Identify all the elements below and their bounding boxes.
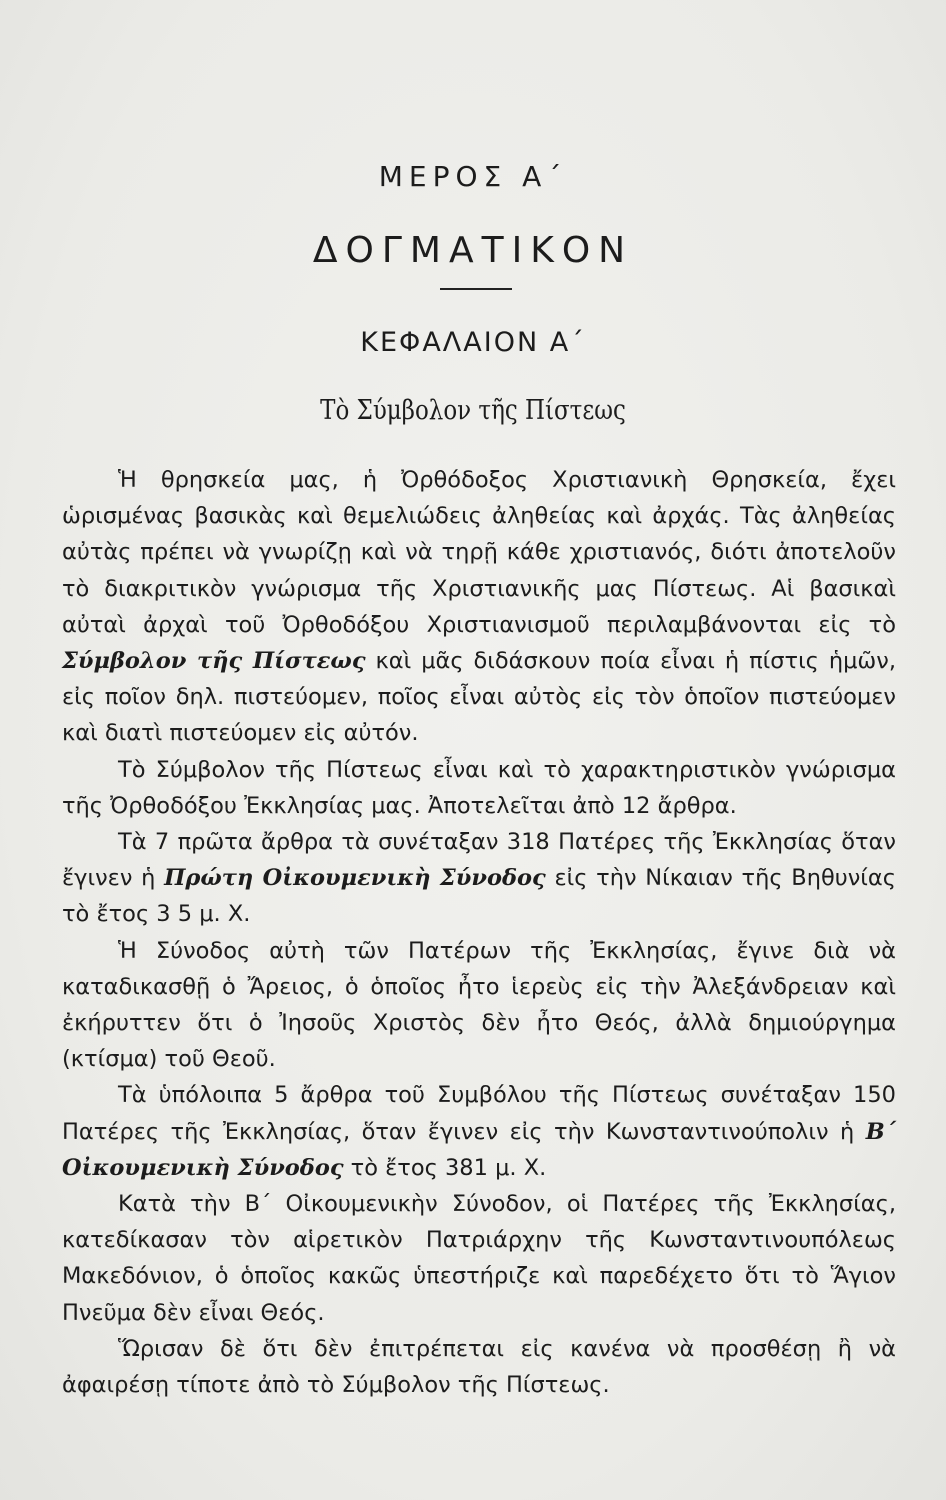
main-title: ΔΟΓΜΑΤΙΚΟΝ [312,230,634,271]
emphasis-first-ecumenical-council: Πρώτη Οἰκουμενικὴ Σύνοδος [164,865,546,892]
paragraph [62,1077,896,1186]
text-span: Τὸ Σύμβολον τῆς Πίστεως εἶναι καὶ τὸ χαρακτηριστικὸν γνώρισμα τῆς Ὀρθοδόξου Ἐκκλησίας μας. Ἀποτελεῖται ἀπὸ 12 ἄρθρα. [62,756,896,819]
section-subtitle: Τὸ Σύμβολον τῆς Πίστεως [320,395,626,426]
emphasis-second-ecumenical-council: Β΄ Οἰκουμενικὴ Σύνοδος [62,1118,896,1181]
text-span: Ἡ Σύνοδος αὐτὴ τῶν Πατέρων τῆς Ἐκκλησίας, ἔγινε διὰ νὰ καταδικασθῇ ὁ Ἄρειος, ὁ ὁποῖος ἦτο ἱερεὺς εἰς τὴν Ἀλεξάνδρειαν καὶ ἐκήρυττεν ὅτι ὁ Ἰησοῦς Χριστὸς δὲν ἦτο Θεός, ἀλλὰ δημιούργημα (κτίσμα) τοῦ Θεοῦ. [62,937,896,1073]
body-text [62,462,896,1403]
paragraph [62,824,896,933]
paragraph [62,1331,896,1403]
text-span: Τὰ 7 πρῶτα ἄρθρα τὰ συνέταξαν 318 Πατέρες τῆς Ἐκκλησίας ὅταν ἔγινεν ἡ [62,829,896,892]
paragraph [62,1186,896,1331]
paragraph [62,752,896,824]
text-span: Ὥρισαν δὲ ὅτι δὲν ἐπιτρέπεται εἰς κανένα νὰ προσθέσῃ ἢ νὰ ἀφαιρέσῃ τίποτε ἀπὸ τὸ Σύμβολον τῆς Πίστεως. [62,1335,896,1399]
paragraph [62,462,896,752]
text-span: Κατὰ τὴν Β΄ Οἰκουμενικὴν Σύνοδον, οἱ Πατέρες τῆς Ἐκκλησίας, κατεδίκασαν τὸν αἱρετικὸν Πατριάρχην τῆς Κωνσταντινουπόλεως Μακεδόνιον, ὁ ὁποῖος κακῶς ὑπεστήριζε καὶ παρεδέχετο ὅτι τὸ Ἅγιον Πνεῦμα δὲν εἶναι Θεός. [62,1191,896,1326]
title-divider [440,288,512,290]
text-span: καὶ μᾶς διδάσκουν ποία εἶναι ἡ πίστις ἡμῶν, εἰς ποῖον δηλ. πιστεύομεν, ποῖος εἶναι αὐτὸς εἰς τὸν ὁποῖον πιστεύομεν καὶ διατὶ πιστεύομεν εἰς αὐτόν. [62,648,896,747]
part-title: ΜΕΡΟΣ Α΄ [378,160,568,193]
text-span: τὸ ἔτος 381 μ. Χ. [343,1154,547,1181]
text-span: εἰς τὴν Νίκαιαν τῆς Βηθυνίας τὸ ἔτος 3 5 μ. Χ. [62,865,896,928]
chapter-heading: ΚΕΦΑΛΑΙΟΝ Α΄ [360,327,586,358]
paragraph [62,933,896,1078]
emphasis-symbol-of-faith: Σύμβολον τῆς Πίστεως [62,648,366,675]
text-span: Ἡ θρησκεία μας, ἡ Ὀρθόδοξος Χριστιανικὴ Θρησκεία, ἔχει ὡρισμένας βασικὰς καὶ θεμελιώδεις ἀληθείας καὶ ἀρχάς. Τὰς ἀληθείας αὐτὰς πρέπει νὰ γνωρίζῃ καὶ νὰ τηρῇ κάθε χριστιανός, διότι ἀποτελοῦν τὸ διακριτικὸν γνώρισμα τῆς Χριστιανικῆς μας Πίστεως. Αἱ βασικαὶ αὐταὶ ἀρχαὶ τοῦ Ὀρθοδόξου Χριστιανισμοῦ περιλαμβάνονται εἰς τὸ [62,467,896,638]
text-span: Τὰ ὑπόλοιπα 5 ἄρθρα τοῦ Συμβόλου τῆς Πίστεως συνέταξαν 150 Πατέρες τῆς Ἐκκλησίας, ὅταν ἔγινεν εἰς τὴν Κωνσταντινούπολιν ἡ [62,1082,896,1145]
